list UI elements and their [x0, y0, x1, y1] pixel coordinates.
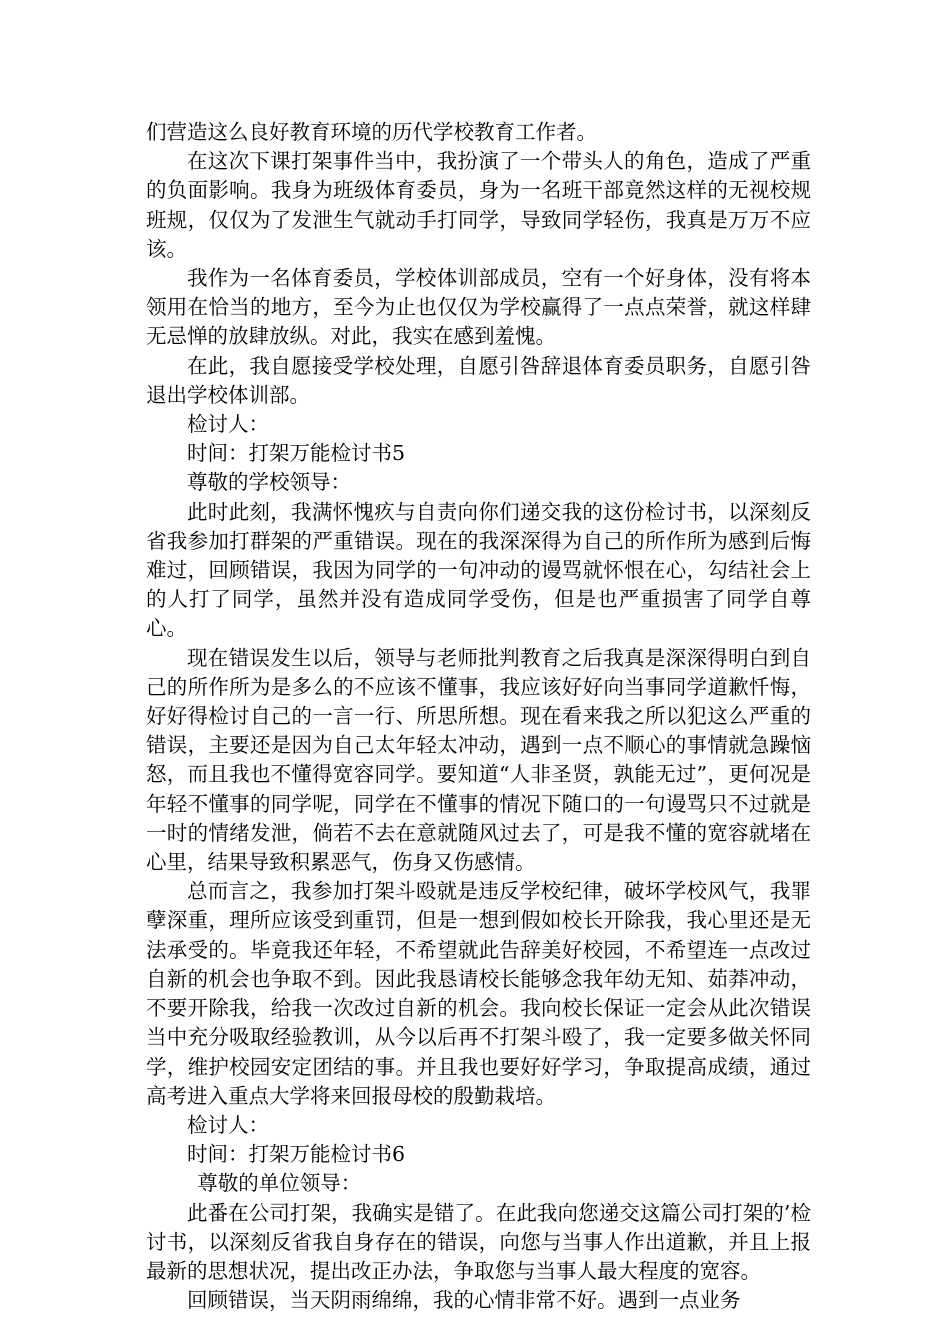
paragraph-sports-committee: 我作为一名体育委员，学校体训部成员，空有一个好身体，没有将本领用在恰当的地方，至今为止也仅仅为学校赢得了一点点荣誉，就这样肆无忌惮的放肆放纵。对此，我实在感到羞愧。: [146, 266, 811, 349]
salutation-school: 尊敬的学校领导：: [187, 470, 351, 495]
paragraph-remorse: 此时此刻，我满怀愧疚与自责向你们递交我的这份检讨书，以深刻反省我参加打群架的严重错误。现在的我深深得为自己的所作所为感到后悔难过，回顾错误，我因为同学的一句冲动的谩骂就怀恨在心，勾结社会上的人打了同学，虽然并没有造成同学受伤，但是也严重损害了同学自尊心。: [146, 499, 811, 641]
document-body: [146, 118, 811, 1315]
paragraph-fight-incident: 在这次下课打架事件当中，我扮演了一个带头人的角色，造成了严重的负面影响。我身为班级体育委员，身为一名班干部竟然这样的无视校规班规，仅仅为了发泄生气就动手打同学，导致同学轻伤，我真是万万不应该。: [146, 149, 811, 261]
paragraph-after-error: 现在错误发生以后，领导与老师批判教育之后我真是深深得明白到自己的所作所为是多么的不应该不懂事，我应该好好向当事同学道歉忏悔，好好得检讨自己的一言一行、所思所想。现在看来我之所以犯这么严重的错误，主要还是因为自己太年轻太冲动，遇到一点不顺心的事情就急躁恼怒，而且我也不懂得宽容同学。要知道“人非圣贤，孰能无过”，更何况是年轻不懂事的同学呢，同学在不懂事的情况下随口的一句谩骂只不过就是一时的情绪发泄，倘若不去在意就随风过去了，可是我不懂的宽容就堵在心里，结果导致积累恶气，伤身又伤感情。: [146, 645, 811, 875]
paragraph-review-error: 回顾错误，当天阴雨绵绵，我的心情非常不好。遇到一点业务: [187, 1288, 741, 1313]
paragraph-continuation: 们营造这么良好教育环境的历代学校教育工作者。: [146, 120, 597, 144]
section-heading-6: 时间：打架万能检讨书6: [187, 1142, 406, 1167]
reviewer-label: 检讨人：: [187, 412, 269, 437]
paragraph-accept-punishment: 在此，我自愿接受学校处理，自愿引咎辞退体育委员职务，自愿引咎退出学校体训部。: [146, 353, 811, 407]
section-heading-5: 时间：打架万能检讨书5: [187, 441, 406, 466]
paragraph-company-fight: 此番在公司打架，我确实是错了。在此我向您递交这篇公司打架的’检讨书，以深刻反省我自身存在的错误，向您与当事人作出道歉，并且上报最新的思想状况，提出改正办法，争取您与当事人最大程度的宽容。: [146, 1200, 811, 1283]
paragraph-conclusion: 总而言之，我参加打架斗殴就是违反学校纪律，破坏学校风气，我罪孽深重，理所应该受到重罚，但是一想到假如校长开除我，我心里还是无法承受的。毕竟我还年轻，不希望就此告辞美好校园，不希望连一点改过自新的机会也争取不到。因此我恳请校长能够念我年幼无知、茹莽冲动，不要开除我，给我一次改过自新的机会。我向校长保证一定会从此次错误当中充分吸取经验教训，从今以后再不打架斗殴了，我一定要多做关怀同学，维护校园安定团结的事。并且我也要好好学习，争取提高成绩，通过高考进入重点大学将来回报母校的殷勤栽培。: [146, 879, 811, 1108]
reviewer-label: 检讨人：: [187, 1112, 269, 1137]
salutation-unit: 尊敬的单位领导：: [197, 1171, 362, 1196]
